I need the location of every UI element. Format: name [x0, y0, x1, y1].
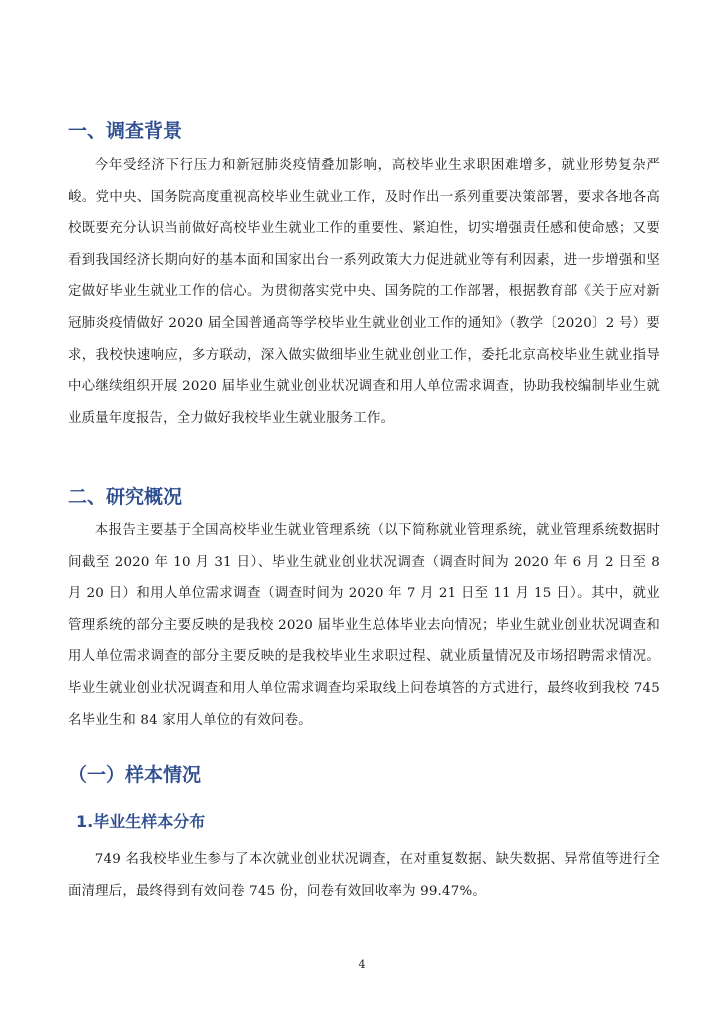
section-heading-overview: 二、研究概况: [68, 486, 183, 508]
overview-paragraph: 本报告主要基于全国高校毕业生就业管理系统（以下简称就业管理系统，就业管理系统数据时间截至 2020 年 10 月 31 日）、毕业生就业创业状况调查（调查时间为 2020 年 6 月 2 日至 8 月 20 日）和用人单位需求调查（调查时间为 2020 年 7 月 21 日至 11 月 15 日）。其中，就业管理系统的部分主要反映的是我校 2020 届毕业生总体毕业去向情况；毕业生就业创业状况调查和用人单位需求调查的部分主要反映的是我校毕业生求职过程、就业质量情况及市场招聘需求情况。毕业生就业创业状况调查和用人单位需求调查均采取线上问卷填答的方式进行，最终收到我校 745 名毕业生和 84 家用人单位的有效问卷。: [68, 523, 660, 728]
background-paragraph: 今年受经济下行压力和新冠肺炎疫情叠加影响，高校毕业生求职困难增多，就业形势复杂严峻。党中央、国务院高度重视高校毕业生就业工作，及时作出一系列重要决策部署，要求各地各高校既要充分认识当前做好高校毕业生就业工作的重要性、紧迫性，切实增强责任感和使命感；又要看到我国经济长期向好的基本面和国家出台一系列政策大力促进就业等有利因素，进一步增强和坚定做好毕业生就业工作的信心。为贯彻落实党中央、国务院的工作部署，根据教育部《关于应对新冠肺炎疫情做好 2020 届全国普通高等学校毕业生就业创业工作的通知》（教学〔2020〕2 号）要求，我校快速响应，多方联动，深入做实做细毕业生就业创业工作，委托北京高校毕业生就业指导中心继续组织开展 2020 届毕业生就业创业状况调查和用人单位需求调查，协助我校编制毕业生就业质量年度报告，全力做好我校毕业生就业服务工作。: [68, 158, 660, 426]
graduate-sample-paragraph: 749 名我校毕业生参与了本次就业创业状况调查，在对重复数据、缺失数据、异常值等进行全面清理后，最终得到有效问卷 745 份，问卷有效回收率为 99.47%。: [68, 852, 660, 899]
page-number: 4: [358, 958, 366, 971]
subsection-heading-sample: （一）样本情况: [68, 764, 202, 786]
section-heading-background: 一、调查背景: [68, 120, 183, 142]
subsubsection-heading-graduate-sample: 1.毕业生样本分布: [76, 812, 206, 831]
